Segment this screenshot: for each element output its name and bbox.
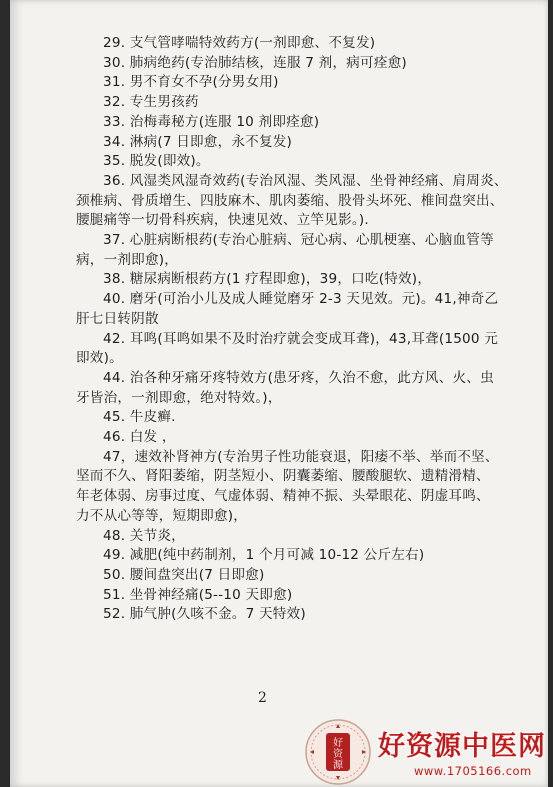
seal-char: 资 bbox=[333, 749, 343, 760]
list-item bbox=[76, 428, 516, 448]
watermark bbox=[0, 712, 553, 787]
document-page bbox=[10, 0, 548, 787]
seal-logo-icon bbox=[304, 718, 372, 786]
page-number: 2 bbox=[258, 690, 267, 706]
entry-continuation-line: 腰腿痛等一切骨科疾病，快速见效、立竿见影。). bbox=[76, 212, 369, 229]
list-item bbox=[76, 73, 516, 93]
entry-continuation-line: 即效)。 bbox=[76, 350, 123, 367]
watermark-url: www.1705166.com bbox=[414, 764, 532, 778]
list-item bbox=[76, 113, 516, 133]
list-item bbox=[76, 408, 516, 428]
entry-first-line: 37. 心脏病断根药(专治心脏病、冠心病、心肌梗塞、心脑血管等 bbox=[103, 232, 494, 249]
watermark-title: 好资源中医网 bbox=[378, 731, 546, 762]
list-item bbox=[76, 566, 516, 586]
list-item bbox=[76, 605, 516, 625]
list-item bbox=[76, 231, 516, 270]
entry-continuation-line: 病，一剂即愈)， bbox=[76, 251, 179, 268]
entry-first-line: 38. 糖尿病断根药方(1 疗程即愈)，39，口吃(特效)， bbox=[103, 271, 432, 288]
entry-first-line: 52. 肺气肿(久咳不金。7 天特效) bbox=[103, 606, 306, 623]
list-item bbox=[76, 369, 516, 408]
list-item bbox=[76, 330, 516, 369]
list-item bbox=[76, 527, 516, 547]
entry-first-line: 49. 减肥(纯中药制剂，1 个月可减 10-12 公斤左右) bbox=[103, 547, 425, 564]
list-item bbox=[76, 34, 516, 54]
list-item bbox=[76, 586, 516, 606]
entry-continuation-line: 坚而不久、肾阳萎缩，阴茎短小、阴囊萎缩、腰酸腿软、遗精滑精、 bbox=[76, 468, 490, 485]
entry-first-line: 35. 脱发(即效)。 bbox=[103, 153, 210, 170]
entry-first-line: 44. 治各种牙痛牙疼特效方(患牙疼，久治不愈，此方风、火、虫 bbox=[103, 369, 494, 386]
entry-first-line: 48. 关节炎， bbox=[103, 527, 185, 544]
list-item bbox=[76, 93, 516, 113]
list-item bbox=[76, 152, 516, 172]
seal-char: 源 bbox=[333, 760, 343, 771]
entry-first-line: 30. 肺病绝药(专治肺结核，连服 7 剂，病可痊愈) bbox=[103, 54, 407, 71]
entry-first-line: 42. 耳鸣(耳鸣如果不及时治疗就会变成耳聋)，43,耳聋(1500 元 bbox=[103, 330, 499, 347]
entry-first-line: 50. 腰间盘突出(7 日即愈) bbox=[103, 566, 265, 583]
list-item bbox=[76, 546, 516, 566]
seal-char: 好 bbox=[333, 738, 343, 749]
entry-first-line: 31. 男不育女不孕(分男女用) bbox=[103, 74, 279, 91]
entry-first-line: 47，速效补肾神方(专治男子性功能衰退，阳痿不举、举而不坚、 bbox=[103, 448, 499, 465]
entry-first-line: 51. 坐骨神经痛(5--10 天即愈) bbox=[103, 586, 293, 603]
list-item bbox=[76, 270, 516, 290]
entry-first-line: 40. 磨牙(可治小儿及成人睡觉磨牙 2-3 天见效。元)。41,神奇乙 bbox=[103, 291, 499, 308]
entry-first-line: 32. 专生男孩药 bbox=[103, 94, 199, 111]
entry-first-line: 34. 淋病(7 日即愈，永不复发) bbox=[103, 133, 293, 150]
entry-continuation-line: 力不从心等等，短期即愈)， bbox=[76, 507, 248, 524]
entry-first-line: 46. 白发 ， bbox=[103, 429, 176, 446]
entry-continuation-line: 牙皆治，一剂即愈，绝对特效。)， bbox=[76, 389, 282, 406]
entry-first-line: 33. 治梅毒秘方(连服 10 剂即痊愈) bbox=[103, 113, 320, 130]
entry-list bbox=[76, 34, 516, 625]
list-item bbox=[76, 172, 516, 231]
list-item bbox=[76, 290, 516, 329]
entry-continuation-line: 肝七日转阴散 bbox=[76, 310, 159, 327]
entry-continuation-line: 颈椎病、骨质增生、四肢麻木、肌肉萎缩、股骨头坏死、椎间盘突出、 bbox=[76, 192, 504, 209]
entry-first-line: 29. 支气管哮喘特效药方(一剂即愈、不复发) bbox=[103, 35, 376, 51]
list-item bbox=[76, 448, 516, 527]
entry-first-line: 45. 牛皮癣. bbox=[103, 409, 176, 426]
entry-first-line: 36. 风湿类风湿奇效药(专治风湿、类风湿、坐骨神经痛、肩周炎、 bbox=[103, 172, 508, 189]
list-item bbox=[76, 133, 516, 153]
list-item bbox=[76, 54, 516, 74]
entry-continuation-line: 年老体弱、房事过度、气虚体弱、精神不振、头晕眼花、阴虚耳鸣、 bbox=[76, 488, 490, 505]
